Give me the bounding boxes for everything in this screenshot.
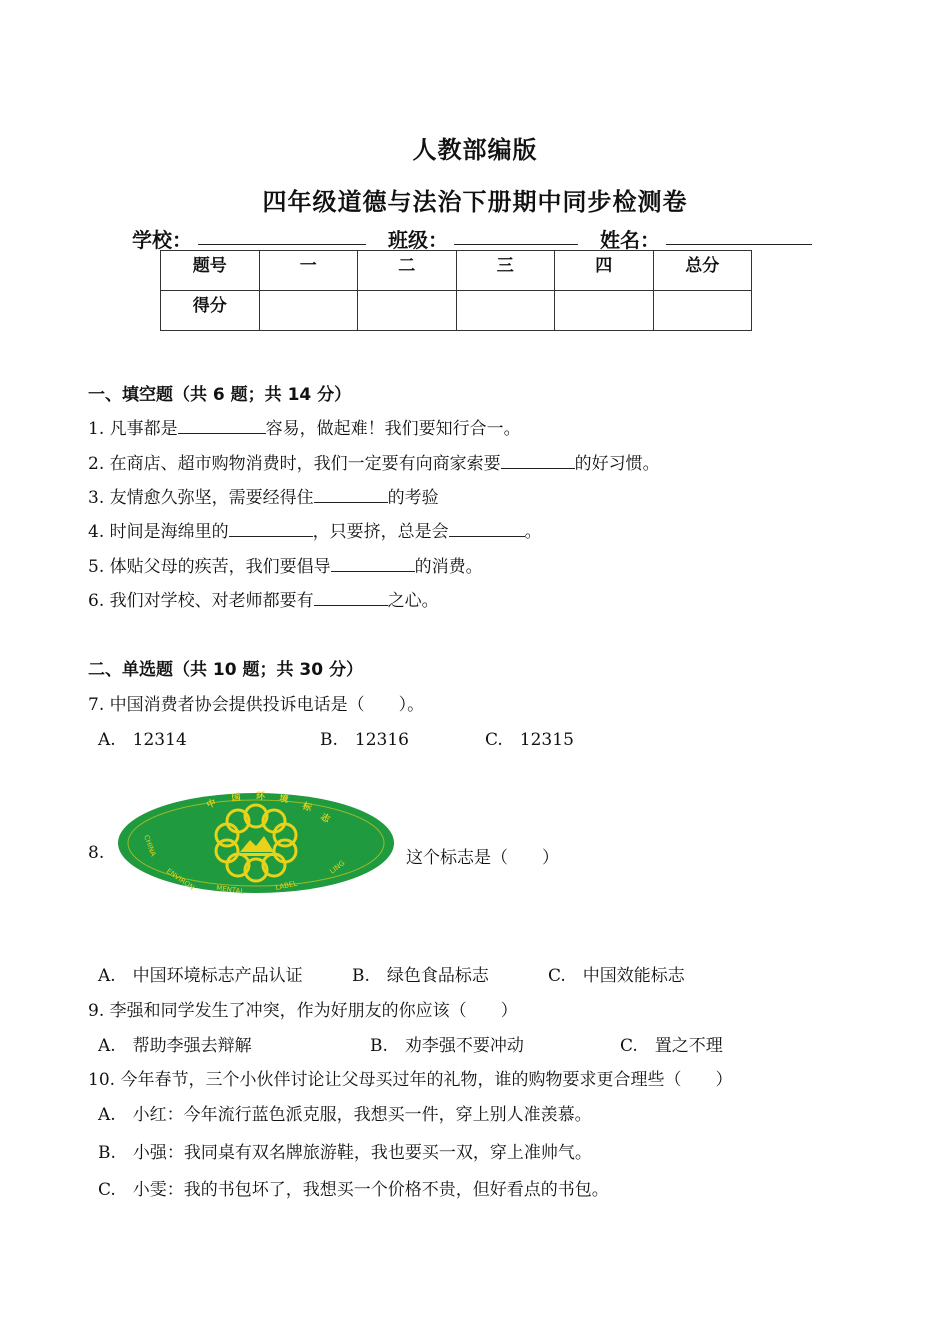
svg-text:CHINA: CHINA — [142, 833, 158, 858]
question-text: 容易，做起难！我们要知行合一。 — [265, 419, 521, 439]
question-4 — [88, 517, 542, 542]
question-6 — [88, 586, 439, 611]
table-row — [161, 251, 752, 291]
question-text: 的好习惯。 — [574, 454, 660, 474]
question-text: ，只要挤，总是会 — [312, 522, 449, 542]
answer-blank[interactable] — [314, 588, 388, 606]
table-cell: 一 — [259, 251, 358, 291]
question-7: 7. 中国消费者协会提供投诉电话是（ ）。 — [88, 695, 425, 715]
answer-blank[interactable] — [501, 451, 575, 469]
answer-blank[interactable] — [178, 416, 266, 434]
svg-text:ENVIRON: ENVIRON — [164, 867, 196, 893]
option-10b[interactable]: B. 小强：我同桌有双名牌旅游鞋，我也要买一双，穿上准帅气。 — [98, 1143, 592, 1163]
question-1 — [88, 414, 521, 439]
question-text: 4. 时间是海绵里的 — [88, 522, 229, 542]
table-cell: 总分 — [653, 251, 752, 291]
svg-text:LING: LING — [328, 859, 347, 876]
question-text: 之心。 — [387, 591, 439, 611]
svg-text:MENTAL: MENTAL — [215, 884, 245, 896]
question-text: 。 — [524, 522, 542, 542]
option-8b[interactable]: B. 绿色食品标志 — [352, 966, 489, 986]
svg-text:LABEL: LABEL — [274, 879, 298, 892]
question-10: 10. 今年春节，三个小伙伴讨论让父母买过年的礼物，谁的购物要求更合理些（ ） — [88, 1070, 733, 1090]
table-row — [161, 291, 752, 331]
score-cell[interactable] — [259, 291, 358, 331]
option-8c[interactable]: C. 中国效能标志 — [548, 966, 685, 986]
option-7c[interactable]: C. 12315 — [485, 730, 574, 750]
option-10c[interactable]: C. 小雯：我的书包坏了，我想买一个价格不贵，但好看点的书包。 — [98, 1180, 609, 1200]
answer-blank[interactable] — [331, 554, 415, 572]
table-cell: 题号 — [161, 251, 260, 291]
option-9a[interactable]: A. 帮助李强去辩解 — [98, 1036, 252, 1056]
question-text: 5. 体贴父母的疾苦，我们要倡导 — [88, 557, 331, 577]
question-text: 的考验 — [387, 488, 439, 508]
china-environmental-label-logo — [116, 790, 396, 896]
page-title: 人教部编版 — [412, 136, 538, 164]
exam-title: 四年级道德与法治下册期中同步检测卷 — [262, 188, 688, 216]
option-7a[interactable]: A. 12314 — [98, 730, 187, 750]
table-cell: 得分 — [161, 291, 260, 331]
score-cell[interactable] — [653, 291, 752, 331]
school-label: 学校： — [132, 228, 192, 252]
section2-heading: 二、单选题（共 10 题；共 30 分） — [88, 660, 363, 680]
table-cell: 四 — [555, 251, 654, 291]
svg-text:志: 志 — [318, 812, 332, 826]
svg-text:环: 环 — [256, 792, 266, 802]
table-cell: 二 — [358, 251, 457, 291]
question-3 — [88, 483, 439, 508]
table-cell: 三 — [456, 251, 555, 291]
svg-text:中: 中 — [205, 798, 218, 811]
school-field[interactable] — [198, 244, 366, 245]
option-8a[interactable]: A. 中国环境标志产品认证 — [98, 966, 303, 986]
question-8: 这个标志是（ ） — [406, 848, 559, 868]
question-text: 的消费。 — [414, 557, 483, 577]
svg-text:标: 标 — [300, 801, 313, 814]
score-table — [160, 250, 752, 331]
question-5 — [88, 552, 483, 577]
answer-blank[interactable] — [449, 519, 525, 537]
answer-blank[interactable] — [314, 485, 388, 503]
option-9c[interactable]: C. 置之不理 — [620, 1036, 723, 1056]
svg-text:国: 国 — [231, 792, 242, 804]
question-text: 6. 我们对学校、对老师都要有 — [88, 591, 314, 611]
question-text: 1. 凡事都是 — [88, 419, 178, 439]
option-7b[interactable]: B. 12316 — [320, 730, 409, 750]
question-text: 2. 在商店、超市购物消费时，我们一定要有向商家索要 — [88, 454, 501, 474]
question-text: 3. 友情愈久弥坚，需要经得住 — [88, 488, 314, 508]
option-10a[interactable]: A. 小红：今年流行蓝色派克服，我想买一件，穿上别人准羡慕。 — [98, 1105, 592, 1125]
score-cell[interactable] — [456, 291, 555, 331]
class-field[interactable] — [454, 244, 578, 245]
answer-blank[interactable] — [229, 519, 313, 537]
score-cell[interactable] — [358, 291, 457, 331]
section1-heading: 一、填空题（共 6 题；共 14 分） — [88, 385, 352, 405]
question-9: 9. 李强和同学发生了冲突，作为好朋友的你应该（ ） — [88, 1001, 518, 1021]
score-cell[interactable] — [555, 291, 654, 331]
name-field[interactable] — [666, 244, 812, 245]
option-9b[interactable]: B. 劝李强不要冲动 — [370, 1036, 524, 1056]
svg-text:境: 境 — [278, 794, 289, 806]
question-2 — [88, 449, 660, 474]
question-8-number: 8. — [88, 843, 105, 863]
class-label: 班级： — [388, 228, 448, 252]
name-label: 姓名： — [600, 228, 660, 252]
